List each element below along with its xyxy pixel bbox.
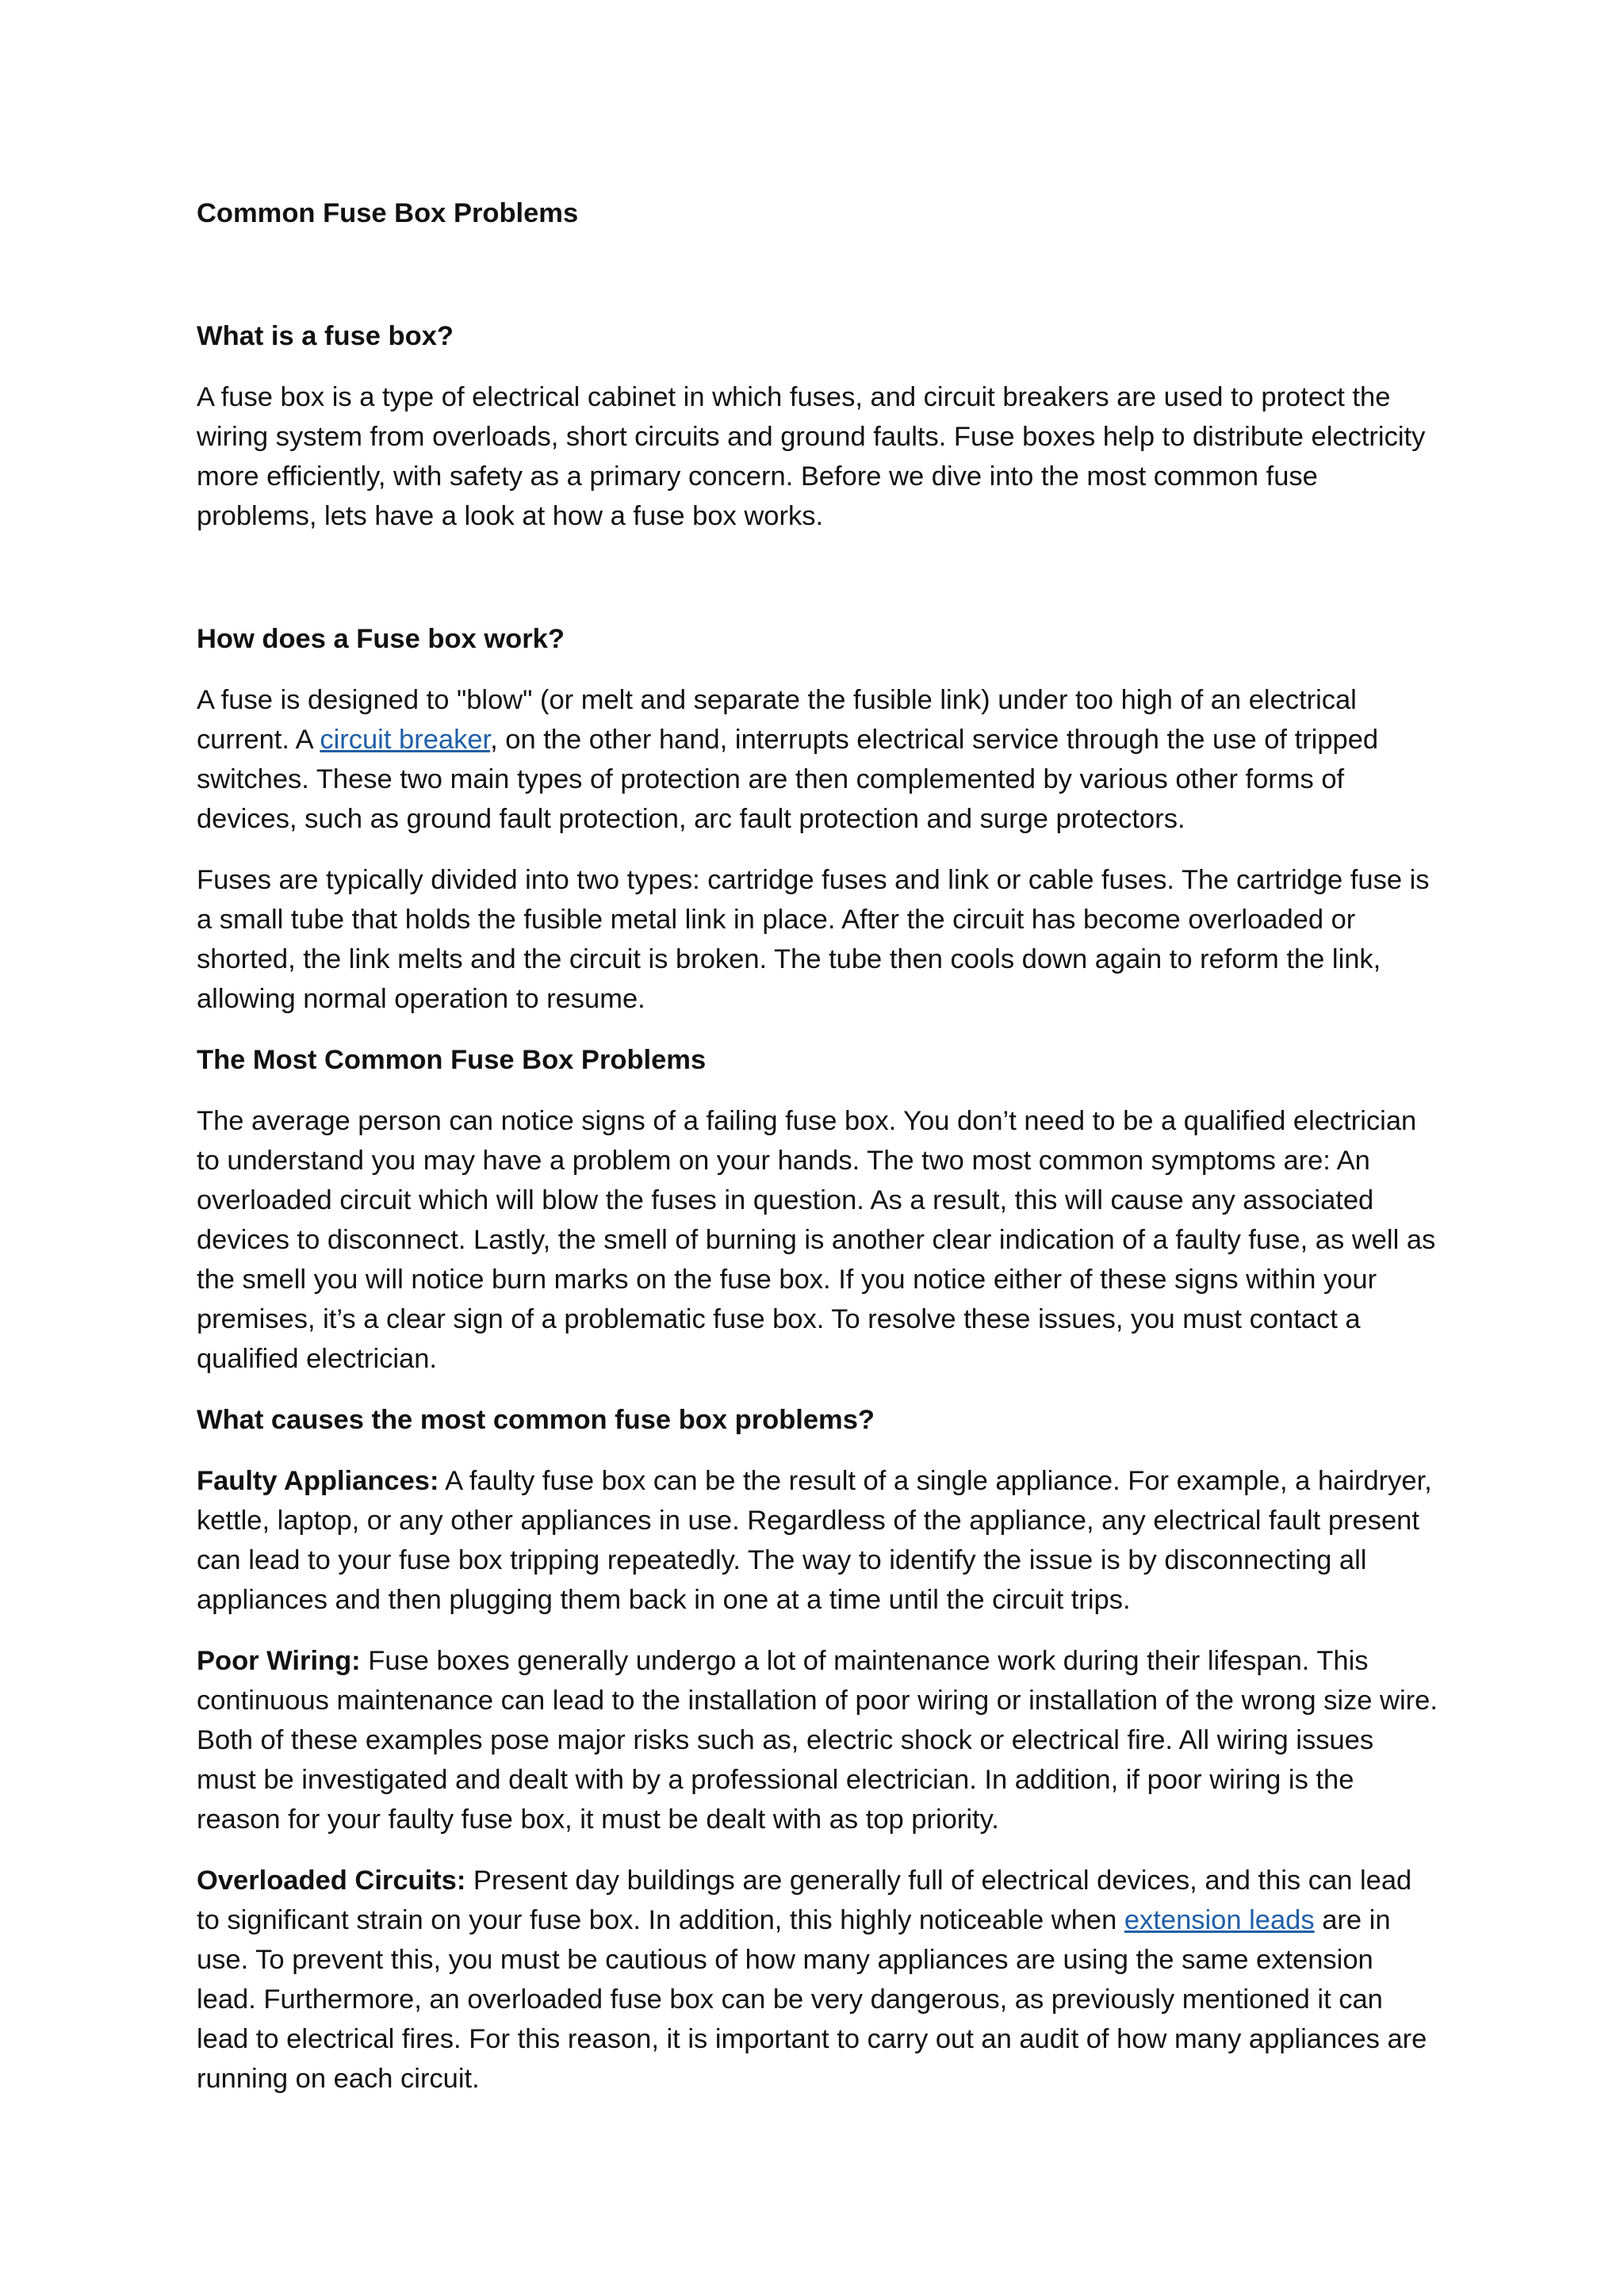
heading-what-is-fuse-box: What is a fuse box?	[197, 321, 454, 351]
paragraph-text: A faulty fuse box can be the result of a single appliance. For example, a hairdryer, kettle, laptop, or any other appliances in use. Regardless of the appliance, any electrical fault present can lead to your fuse box tripping repeatedly. The way to identify the issue is by disconnecting all appliances and then plugging them back in one at a time until the circuit trips.	[197, 1466, 1432, 1615]
paragraph-text: Present day buildings are generally full of electrical devices, and this can lead to significant strain on your fuse box. In addition, this highly noticeable when	[197, 1866, 1412, 1935]
paragraph-common-symptoms: The average person can notice signs of a failing fuse box. You don’t need to be a qualified electrician to understand you may have a problem on your hands. The two most common symptoms are: An overloaded circuit which will blow the fuses in question. As a result, this will cause any associated devices to disconnect. Lastly, the smell of burning is another clear indication of a faulty fuse, as well as the smell you will notice burn marks on the fuse box. If you notice either of these signs within your premises, it’s a clear sign of a problematic fuse box. To resolve these issues, you must contact a qualified electrician.	[197, 1106, 1436, 1374]
overloaded-circuits-label: Overloaded Circuits:	[197, 1866, 466, 1896]
heading-problem-causes: What causes the most common fuse box problems?	[197, 1405, 875, 1435]
document-title: Common Fuse Box Problems	[197, 198, 579, 228]
paragraph-text: , on the other hand, interrupts electrical service through the use of tripped switches. These two main types of protection are then complemented by various other forms of devices, such as ground fault protection, arc fault protection and surge protectors.	[197, 725, 1379, 834]
heading-how-fuse-box-works: How does a Fuse box work?	[197, 624, 565, 654]
paragraph-fuse-types: Fuses are typically divided into two types: cartridge fuses and link or cable fuses. The cartridge fuse is a small tube that holds the fusible metal link in place. After the circuit has become overloaded or shorted, the link melts and the circuit is broken. The tube then cools down again to reform the link, allowing normal operation to resume.	[197, 865, 1430, 1014]
paragraph-text: Fuse boxes generally undergo a lot of maintenance work during their lifespan. This continuous maintenance can lead to the installation of poor wiring or installation of the wrong size wire. Both of these examples pose major risks such as, electric shock or electrical fire. All wiring issues must be investigated and dealt with by a professional electrician. In addition, if poor wiring is the reason for your faulty fuse box, it must be dealt with as top priority.	[197, 1646, 1438, 1835]
document-body	[197, 193, 1438, 2120]
paragraph-text: are in use. To prevent this, you must be cautious of how many appliances are using the same extension lead. Furthermore, an overloaded fuse box can be very dangerous, as previously mentioned it can lead to electrical fires. For this reason, it is important to carry out an audit of how many appliances are running on each circuit.	[197, 1905, 1427, 2094]
poor-wiring-label: Poor Wiring:	[197, 1646, 361, 1676]
paragraph-how-fuse-works	[197, 680, 1438, 839]
circuit-breaker-link[interactable]: circuit breaker	[320, 725, 491, 755]
paragraph-what-is-fuse-box: A fuse box is a type of electrical cabinet in which fuses, and circuit breakers are used to protect the wiring system from overloads, short circuits and ground faults. Fuse boxes help to distribute electricity more efficiently, with safety as a primary concern. Before we dive into the most common fuse problems, lets have a look at how a fuse box works.	[197, 382, 1426, 531]
paragraph-faulty-appliances	[197, 1461, 1438, 1620]
paragraph-overloaded-circuits	[197, 1861, 1438, 2099]
faulty-appliances-label: Faulty Appliances:	[197, 1466, 439, 1496]
paragraph-poor-wiring	[197, 1641, 1438, 1839]
paragraph-text: A fuse is designed to "blow" (or melt and separate the fusible link) under too high of an electrical current. A	[197, 685, 1357, 755]
extension-leads-link[interactable]: extension leads	[1124, 1905, 1315, 1935]
heading-most-common-problems: The Most Common Fuse Box Problems	[197, 1045, 707, 1075]
